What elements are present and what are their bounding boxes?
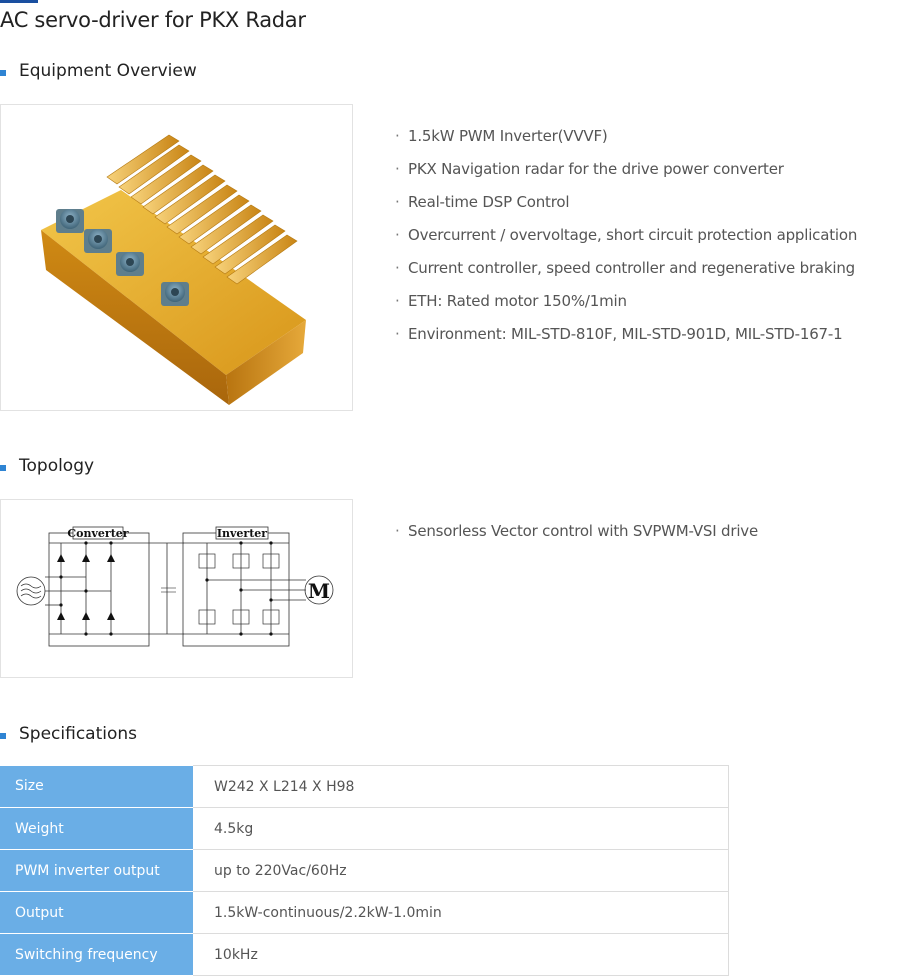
spec-value: 10kHz — [193, 934, 729, 976]
overview-feature-list — [395, 126, 857, 357]
section-heading-label: Topology — [19, 456, 95, 476]
section-heading-topology — [0, 456, 94, 476]
list-item: · PKX Navigation radar for the drive power converter — [395, 159, 857, 192]
inverter-label: Inverter — [216, 527, 268, 540]
spec-value: W242 X L214 X H98 — [193, 766, 729, 808]
list-item: · 1.5kW PWM Inverter(VVVF) — [395, 126, 857, 159]
motor-label: M — [307, 579, 331, 603]
list-item: · Overcurrent / overvoltage, short circuit protection application — [395, 225, 857, 258]
spec-table — [0, 765, 729, 976]
list-item: · Real-time DSP Control — [395, 192, 857, 225]
list-item: · ETH: Rated motor 150%/1min — [395, 291, 857, 324]
list-item: · Sensorless Vector control with SVPWM-VSI drive — [395, 521, 758, 554]
spec-label: Weight — [0, 808, 193, 850]
spec-value: up to 220Vac/60Hz — [193, 850, 729, 892]
topology-schematic — [1, 500, 352, 677]
spec-value: 4.5kg — [193, 808, 729, 850]
table-row — [0, 850, 729, 892]
list-item: · Environment: MIL-STD-810F, MIL-STD-901D, MIL-STD-167-1 — [395, 324, 857, 357]
table-row — [0, 934, 729, 976]
spec-label: PWM inverter output — [0, 850, 193, 892]
spec-value: 1.5kW-continuous/2.2kW-1.0min — [193, 892, 729, 934]
page-title: AC servo-driver for PKX Radar — [0, 8, 306, 32]
square-bullet-icon — [0, 465, 6, 471]
section-heading-label: Equipment Overview — [19, 61, 197, 81]
section-heading-label: Specifications — [19, 724, 138, 744]
spec-label: Switching frequency — [0, 934, 193, 976]
top-accent-bar — [0, 0, 38, 3]
converter-label: Converter — [67, 527, 129, 540]
topology-diagram — [0, 499, 353, 678]
square-bullet-icon — [0, 70, 6, 76]
table-row — [0, 892, 729, 934]
section-heading-overview — [0, 61, 197, 81]
section-heading-specifications — [0, 724, 137, 744]
servo-driver-photo — [1, 105, 352, 410]
topology-feature-list — [395, 521, 758, 554]
list-item: · Current controller, speed controller and regenerative braking — [395, 258, 857, 291]
table-row — [0, 808, 729, 850]
product-image — [0, 104, 353, 411]
square-bullet-icon — [0, 733, 6, 739]
table-row — [0, 766, 729, 808]
spec-label: Output — [0, 892, 193, 934]
spec-label: Size — [0, 766, 193, 808]
ac-source-icon — [17, 577, 45, 605]
